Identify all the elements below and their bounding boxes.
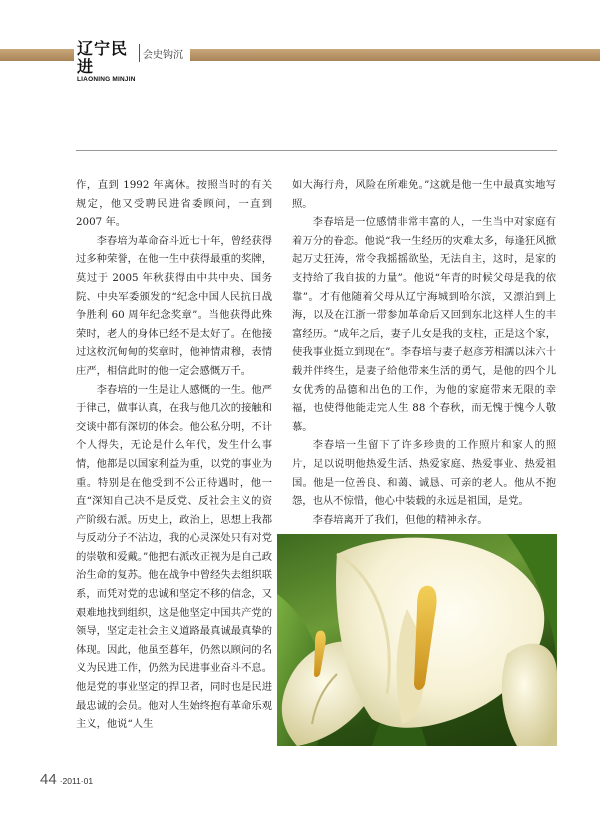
section-title: 会史钩沉 (143, 50, 183, 61)
paragraph: 李春培为革命奋斗近七十年，曾经获得过多种荣誉，在他一生中获得最重的奖牌，莫过于 2005 年秋获得由中共中央、国务院、中央军委颁发的“纪念中国人民抗日战争胜利 60 周年纪念奖章”。当他获得此殊荣时，老人的身体已经不是太好了。在他接过这枚沉甸甸的奖章时，他神情肃穆，表情庄严，相信此时的他一定会感慨万千。 (76, 234, 272, 377)
top-rule (76, 150, 557, 151)
page-number: 44 (40, 771, 57, 788)
magazine-title-en: LIAONING MINJIN (77, 76, 136, 83)
page-folio (40, 771, 93, 789)
issue-date: ·2011·01 (59, 776, 94, 786)
header-bar-left (0, 49, 74, 61)
magazine-logo (77, 40, 137, 84)
article-right-column (292, 176, 556, 529)
article-left-column (76, 176, 272, 734)
paragraph: 李春培是一位感情非常丰富的人，一生当中对家庭有着万分的眷恋。他说“我一生经历的灾难太多，每逢狂风掀起万丈狂涛，常令我摇摇欲坠，无法自主，这时，是家的支持给了我自拔的力量”。他说“年青的时候父母是我的依靠”。才有他随着父母从辽宁海城到哈尔滨，又漂泊到上海，以及在江浙一带参加革命后又回到东北这样人生的丰富经历。“成年之后，妻子儿女是我的支柱，正是这个家，使我事业挺立到现在”。李春培与妻子赵彦芳相濡以沫六十载并伴终生，是妻子给他带来生活的勇气，是他的四个儿女优秀的品德和出色的工作，为他的家庭带来无限的幸福，也使得他能走完人生 88 个春秋，而无愧于愧今人敬慕。 (292, 216, 556, 433)
paragraph: 李春培一生留下了许多珍贵的工作照片和家人的照片，足以说明他热爱生活、热爱家庭、热爱事业、热爱祖国。他是一位善良、和蔼、诚恳、可亲的老人。他从不抱怨，也从不惊惜，他心中装载的永远是祖国，是党。 (292, 439, 556, 508)
magazine-title-cn: 辽宁民进 (77, 39, 129, 76)
header-bar-right (190, 49, 600, 61)
paragraph: 如大海行舟，风险在所难免。”这就是他一生中最真实地写照。 (292, 179, 556, 210)
paragraph: 李春培的一生是让人感慨的一生。他严于律己，做事认真，在我与他几次的接触和交谈中都有深切的体会。他公私分明，不计个人得失，无论是什么年代，发生什么事情，他都是以国家利益为重，以党的事业为重。特别是在他受到不公正待遇时，他一直“深知自己决不是反党、反社会主义的资产阶级右派。历史上，政治上，思想上我都与反动分子不沾边，我的心灵深处只有对党的崇敬和爱戴。”他把右派改正视为是自己政治生命的复苏。他在战争中曾经失去组织联系，而凭对党的忠诚和坚定不移的信念，又艰难地找到组织，这是他坚定中国共产党的领导，坚定走社会主义道路最真诚最真挚的体现。因此，他虽至暮年，仍然以顾问的名义为民进工作，仍然为民进事业奋斗不息。他是党的事业坚定的捍卫者，同时也是民进最忠诚的会员。他对人生始终抱有革命乐观主义，他说“人生 (76, 383, 272, 731)
calla-lily-photo (277, 534, 557, 746)
calla-lily-illustration (277, 534, 557, 746)
header-separator (139, 44, 140, 62)
paragraph: 作，直到 1992 年离休。按照当时的有关规定，他又受聘民进省委顾问，一直到 2007 年。 (76, 179, 272, 229)
paragraph: 李春培离开了我们，但他的精神永存。 (312, 513, 488, 526)
